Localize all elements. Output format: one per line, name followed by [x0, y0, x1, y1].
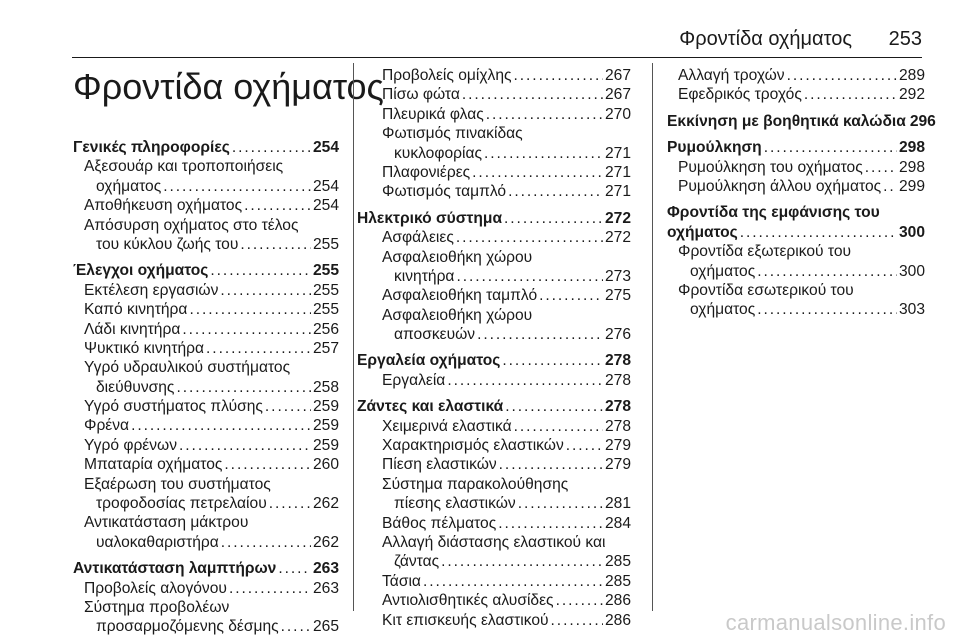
toc-section-heading[interactable]: Φροντίδα της εμφάνισης του: [667, 204, 880, 222]
toc-section-heading[interactable]: Ζάντες και ελαστικά . . . 278: [357, 397, 631, 416]
toc-entry[interactable]: Εκτέλεση εργασιών . . . 255: [73, 281, 339, 300]
page-number: 253: [888, 28, 922, 50]
toc-entry[interactable]: Πλευρικά φλας . . . 270: [371, 105, 631, 124]
toc-entry[interactable]: πίεσης ελαστικών . . . 281: [371, 494, 631, 513]
toc-entry[interactable]: ζάντας . . . 285: [371, 552, 631, 571]
page-header: [0, 0, 960, 58]
chapter-title: Φροντίδα οχήματος: [73, 66, 384, 107]
toc-entry[interactable]: Ψυκτικό κινητήρα . . . 257: [73, 339, 339, 358]
toc-entry[interactable]: Αλλαγή τροχών . . . 289: [667, 66, 925, 85]
toc-section-heading[interactable]: Έλεγχοι οχήματος . . . 255: [73, 261, 339, 280]
toc-entry[interactable]: Καπό κινητήρα . . . 255: [73, 300, 339, 319]
toc-entry[interactable]: Αντιολισθητικές αλυσίδες . . . 286: [371, 591, 631, 610]
toc-entry[interactable]: Χαρακτηρισμός ελαστικών . . . 279: [371, 436, 631, 455]
running-header-title: Φροντίδα οχήματος: [679, 28, 852, 50]
toc-section-heading[interactable]: Ρυμούλκηση . . . 298: [667, 138, 925, 157]
toc-entry[interactable]: Ρυμούλκηση του οχήματος . . . 298: [667, 158, 925, 177]
toc-entry[interactable]: Υγρό συστήματος πλύσης . . . 259: [73, 397, 339, 416]
toc-entry[interactable]: Φροντίδα εσωτερικού του: [678, 281, 854, 299]
toc-entry[interactable]: αποσκευών . . . 276: [371, 325, 631, 344]
toc-entry[interactable]: Πλαφονιέρες . . . 271: [371, 163, 631, 182]
toc-entry[interactable]: Σύστημα παρακολούθησης: [382, 475, 569, 493]
toc-entry[interactable]: Λάδι κινητήρα . . . 256: [73, 320, 339, 339]
toc-entry[interactable]: οχήματος . . . 254: [73, 177, 339, 196]
toc-column-1: [73, 138, 339, 637]
toc-entry[interactable]: κινητήρα . . . 273: [371, 267, 631, 286]
toc-section-heading[interactable]: Αντικατάσταση λαμπτήρων . . . 263: [73, 559, 339, 578]
column-divider-1: [353, 63, 354, 611]
toc-entry[interactable]: τροφοδοσίας πετρελαίου . . . 262: [73, 494, 339, 513]
toc-entry[interactable]: Υγρό φρένων . . . 259: [73, 436, 339, 455]
toc-entry[interactable]: διεύθυνσης . . . 258: [73, 378, 339, 397]
toc-entry[interactable]: Αξεσουάρ και τροποποιήσεις: [84, 158, 284, 176]
toc-entry[interactable]: Απόσυρση οχήματος στο τέλος: [84, 216, 299, 234]
toc-entry[interactable]: Εφεδρικός τροχός . . . 292: [667, 85, 925, 104]
toc-entry[interactable]: Φρένα . . . 259: [73, 416, 339, 435]
toc-entry[interactable]: Ασφαλειοθήκη χώρου: [382, 248, 533, 266]
toc-section-heading[interactable]: Γενικές πληροφορίες . . . 254: [73, 138, 339, 157]
toc-entry[interactable]: οχήματος . . . 303: [667, 300, 925, 319]
toc-entry[interactable]: Υγρό υδραυλικού συστήματος: [84, 359, 291, 377]
toc-entry[interactable]: οχήματος . . . 300: [667, 262, 925, 281]
toc-entry[interactable]: Πίσω φώτα . . . 267: [371, 85, 631, 104]
header-rule: [72, 57, 922, 58]
toc-entry[interactable]: Αποθήκευση οχήματος . . . 254: [73, 196, 339, 215]
toc-entry[interactable]: Χειμερινά ελαστικά . . . 278: [371, 417, 631, 436]
toc-entry[interactable]: Φωτισμός ταμπλό . . . 271: [371, 182, 631, 201]
toc-section-heading[interactable]: Εργαλεία οχήματος . . . 278: [357, 351, 631, 370]
toc-entry[interactable]: Μπαταρία οχήματος . . . 260: [73, 455, 339, 474]
watermark: carmanualsonline.info: [725, 610, 946, 635]
toc-section-heading[interactable]: Ηλεκτρικό σύστημα . . . 272: [357, 209, 631, 228]
toc-entry[interactable]: Προβολείς αλογόνου . . . 263: [73, 579, 339, 598]
toc-entry[interactable]: Ασφάλειες . . . 272: [371, 228, 631, 247]
toc-entry[interactable]: Ασφαλειοθήκη χώρου: [382, 306, 533, 324]
toc-entry[interactable]: Ασφαλειοθήκη ταμπλό . . . 275: [371, 286, 631, 305]
toc-section-heading[interactable]: Εκκίνηση με βοηθητικά καλώδια 296: [667, 112, 936, 130]
toc-entry[interactable]: Κιτ επισκευής ελαστικού . . . 286: [371, 611, 631, 630]
toc-entry[interactable]: Αντικατάσταση μάκτρου: [84, 514, 249, 532]
toc-entry[interactable]: Εξαέρωση του συστήματος: [84, 475, 271, 493]
toc-entry[interactable]: κυκλοφορίας . . . 271: [371, 144, 631, 163]
toc-entry[interactable]: Βάθος πέλματος . . . 284: [371, 514, 631, 533]
toc-entry[interactable]: Προβολείς ομίχλης . . . 267: [371, 66, 631, 85]
toc-entry[interactable]: Σύστημα προβολέων: [84, 598, 230, 616]
toc-entry[interactable]: Αλλαγή διάστασης ελαστικού και: [382, 533, 606, 551]
column-divider-2: [652, 63, 653, 611]
toc-entry[interactable]: Εργαλεία . . . 278: [371, 371, 631, 390]
toc-entry[interactable]: Τάσια . . . 285: [371, 572, 631, 591]
toc-entry[interactable]: Φροντίδα εξωτερικού του: [678, 243, 852, 261]
toc-entry[interactable]: Ρυμούλκηση άλλου οχήματος . . . 299: [667, 177, 925, 196]
toc-section-heading[interactable]: οχήματος . . . 300: [667, 223, 925, 242]
toc-entry[interactable]: του κύκλου ζωής του . . . 255: [73, 235, 339, 254]
toc-column-2: [357, 66, 631, 630]
toc-entry[interactable]: προσαρμοζόμενης δέσμης . . . 265: [73, 617, 339, 636]
toc-column-3: [667, 66, 936, 320]
toc-entry[interactable]: Φωτισμός πινακίδας: [382, 125, 523, 143]
toc-entry[interactable]: υαλοκαθαριστήρα . . . 262: [73, 533, 339, 552]
toc-entry[interactable]: Πίεση ελαστικών . . . 279: [371, 455, 631, 474]
